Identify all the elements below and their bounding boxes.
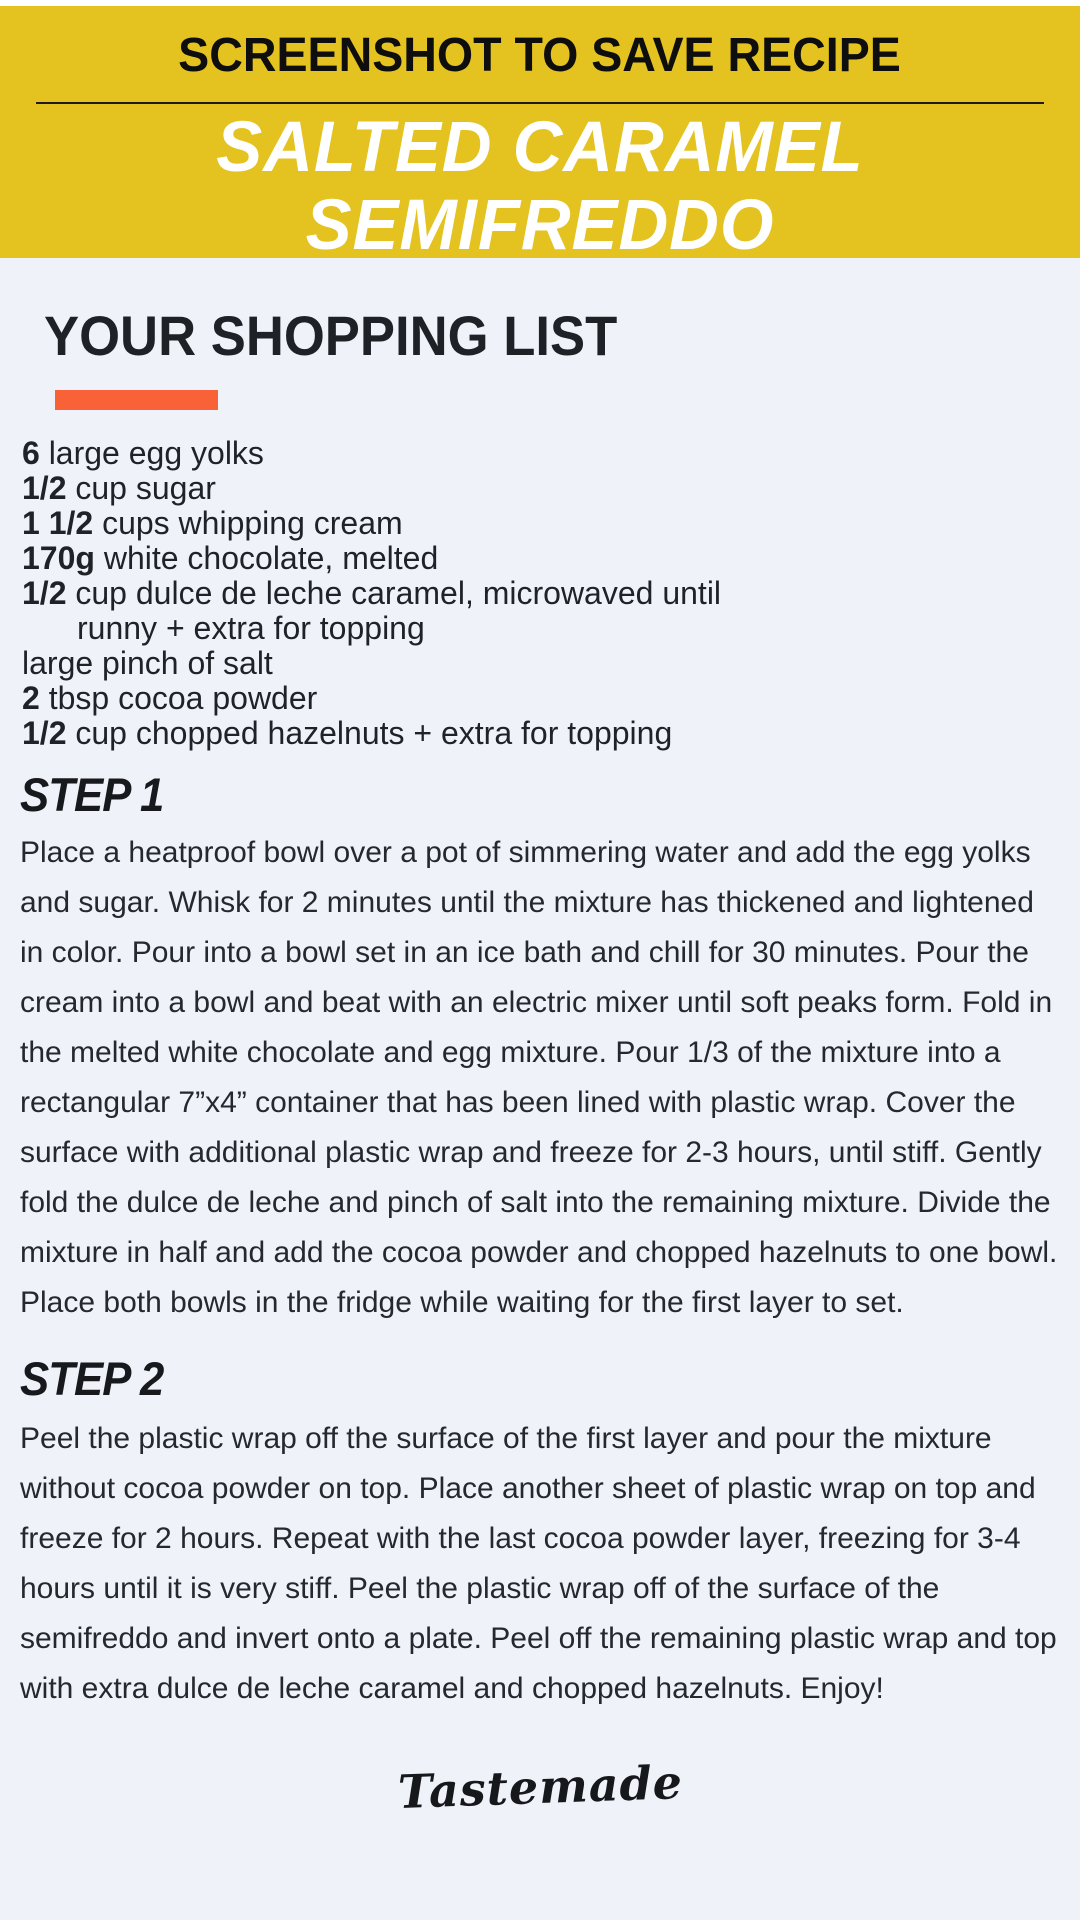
item-text: cup chopped hazelnuts + extra for topping	[75, 715, 673, 751]
list-item-continuation	[22, 611, 1062, 646]
step-1-body: Place a heatproof bowl over a pot of simmering water and add the egg yolks and sugar. Whisk for 2 minutes until the mixture has thickened and lightened in color. Pour into a bowl set in an ice bath and chill for 30 minutes. Pour the cream into a bowl and beat with an electric mixer until soft peaks form. Fold in the melted white chocolate and egg mixture. Pour 1/3 of the mixture into a rectangular 7”x4” container that has been lined with plastic wrap. Cover the surface with additional plastic wrap and freeze for 2-3 hours, until stiff. Gently fold the dulce de leche and pinch of salt into the remaining mixture. Divide the mixture in half and add the cocoa powder and chopped hazelnuts to one bowl. Place both bowls in the fridge while waiting for the first layer to set.	[20, 836, 1058, 1319]
list-item	[22, 471, 1062, 506]
list-item	[22, 436, 1062, 471]
item-quantity: 1/2	[22, 575, 67, 611]
list-item	[22, 576, 1062, 611]
list-item	[22, 506, 1062, 541]
list-item	[22, 646, 1062, 681]
banner-text-label: SCREENSHOT TO SAVE RECIPE	[178, 29, 902, 82]
item-text: runny + extra for topping	[77, 610, 425, 646]
item-quantity: 170g	[22, 540, 95, 576]
step-2-heading: STEP 2	[20, 1352, 164, 1405]
banner-text	[0, 6, 1080, 83]
header-divider	[36, 102, 1044, 104]
shopping-list	[22, 436, 1062, 751]
item-quantity: 1/2	[22, 715, 67, 751]
item-text: white chocolate, melted	[103, 540, 439, 576]
tastemade-logo: Tastemade	[396, 1755, 684, 1819]
item-text: tbsp cocoa powder	[48, 680, 318, 716]
list-item	[22, 681, 1062, 716]
item-text: cup sugar	[75, 470, 216, 506]
list-item	[22, 541, 1062, 576]
shopping-list-heading: YOUR SHOPPING LIST	[44, 304, 618, 367]
item-quantity: 1/2	[22, 470, 67, 506]
item-quantity: 1 1/2	[22, 505, 94, 541]
item-text: cups whipping cream	[102, 505, 403, 541]
accent-bar	[55, 390, 218, 410]
recipe-title-line2: SEMIFREDDO	[305, 186, 775, 265]
item-quantity: 2	[22, 680, 40, 716]
header-banner	[0, 6, 1080, 265]
recipe-title	[0, 109, 1080, 265]
recipe-title-line1: SALTED CARAMEL	[216, 108, 864, 187]
item-text: large egg yolks	[48, 435, 264, 471]
item-text: cup dulce de leche caramel, microwaved until	[75, 575, 722, 611]
footer	[0, 1755, 1080, 1819]
item-quantity: 6	[22, 435, 40, 471]
list-item	[22, 716, 1062, 751]
step-1-heading: STEP 1	[20, 768, 164, 821]
item-text: large pinch of salt	[22, 645, 273, 681]
step-2-body: Peel the plastic wrap off the surface of the first layer and pour the mixture without cocoa powder on top. Place another sheet of plastic wrap on top and freeze for 2 hours. Repeat with the last cocoa powder layer, freezing for 3-4 hours until it is very stiff. Peel the plastic wrap off of the surface of the semifreddo and invert onto a plate. Peel off the remaining plastic wrap and top with extra dulce de leche caramel and chopped hazelnuts. Enjoy!	[20, 1422, 1057, 1705]
